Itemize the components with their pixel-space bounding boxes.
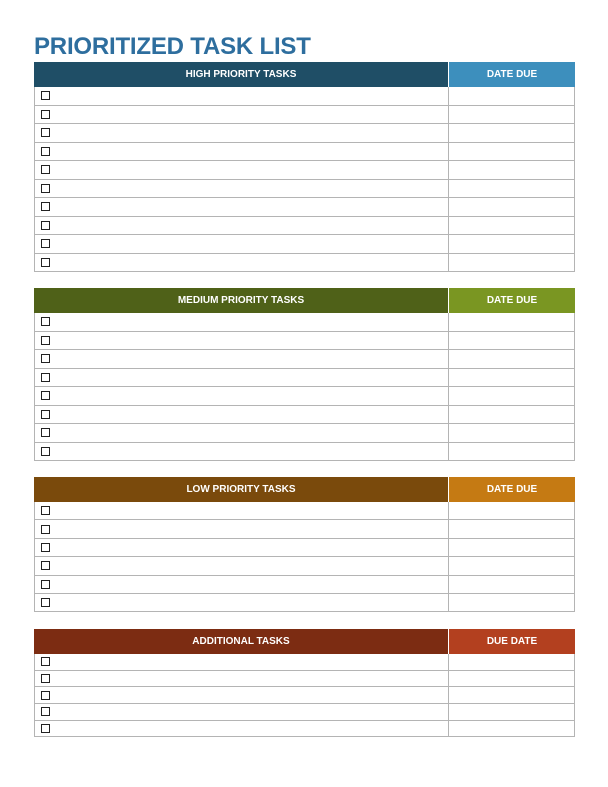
task-cell[interactable] xyxy=(35,654,449,670)
table-row xyxy=(35,235,574,254)
table-row xyxy=(35,143,574,162)
task-cell[interactable] xyxy=(35,87,449,105)
table-row xyxy=(35,87,574,106)
date-due-cell[interactable] xyxy=(449,369,574,387)
task-cell[interactable] xyxy=(35,235,449,253)
task-checkbox[interactable] xyxy=(41,580,50,589)
task-checkbox[interactable] xyxy=(41,202,50,211)
task-cell[interactable] xyxy=(35,539,449,556)
task-checkbox[interactable] xyxy=(41,336,50,345)
table-row xyxy=(35,424,574,443)
task-checkbox[interactable] xyxy=(41,657,50,666)
date-column-header: DATE DUE xyxy=(449,477,575,502)
date-due-cell[interactable] xyxy=(449,313,574,331)
section-header xyxy=(34,288,575,313)
task-checkbox[interactable] xyxy=(41,561,50,570)
table-row xyxy=(35,721,574,738)
task-checkbox[interactable] xyxy=(41,428,50,437)
date-due-cell[interactable] xyxy=(449,406,574,424)
date-due-cell[interactable] xyxy=(449,502,574,519)
task-column-header: MEDIUM PRIORITY TASKS xyxy=(34,288,449,313)
date-due-cell[interactable] xyxy=(449,106,574,124)
table-row xyxy=(35,254,574,273)
table-row xyxy=(35,332,574,351)
section-header xyxy=(34,629,575,654)
date-due-cell[interactable] xyxy=(449,576,574,593)
additional-tasks-section xyxy=(34,629,575,737)
table-row xyxy=(35,594,574,612)
task-cell[interactable] xyxy=(35,687,449,703)
task-cell[interactable] xyxy=(35,502,449,519)
date-due-cell[interactable] xyxy=(449,217,574,235)
date-due-cell[interactable] xyxy=(449,180,574,198)
date-due-cell[interactable] xyxy=(449,520,574,537)
task-cell[interactable] xyxy=(35,704,449,720)
table-row xyxy=(35,313,574,332)
table-row xyxy=(35,671,574,688)
task-cell[interactable] xyxy=(35,369,449,387)
date-due-cell[interactable] xyxy=(449,687,574,703)
task-cell[interactable] xyxy=(35,721,449,737)
task-cell[interactable] xyxy=(35,332,449,350)
table-row xyxy=(35,369,574,388)
section-header xyxy=(34,477,575,502)
section-header xyxy=(34,62,575,87)
date-due-cell[interactable] xyxy=(449,704,574,720)
table-row xyxy=(35,106,574,125)
date-due-cell[interactable] xyxy=(449,350,574,368)
date-due-cell[interactable] xyxy=(449,143,574,161)
date-due-cell[interactable] xyxy=(449,557,574,574)
medium-priority-section xyxy=(34,288,575,461)
task-column-header: HIGH PRIORITY TASKS xyxy=(34,62,449,87)
task-checkbox[interactable] xyxy=(41,184,50,193)
task-cell[interactable] xyxy=(35,387,449,405)
task-checkbox[interactable] xyxy=(41,707,50,716)
low-priority-section xyxy=(34,477,575,612)
date-due-cell[interactable] xyxy=(449,332,574,350)
table-row xyxy=(35,350,574,369)
task-cell[interactable] xyxy=(35,520,449,537)
table-row xyxy=(35,704,574,721)
date-due-cell[interactable] xyxy=(449,87,574,105)
task-cell[interactable] xyxy=(35,106,449,124)
date-column-header: DATE DUE xyxy=(449,62,575,87)
date-due-cell[interactable] xyxy=(449,198,574,216)
task-column-header: LOW PRIORITY TASKS xyxy=(34,477,449,502)
task-rows xyxy=(34,654,575,737)
task-cell[interactable] xyxy=(35,161,449,179)
table-row xyxy=(35,124,574,143)
task-cell[interactable] xyxy=(35,198,449,216)
task-rows xyxy=(34,502,575,612)
table-row xyxy=(35,406,574,425)
date-due-cell[interactable] xyxy=(449,235,574,253)
table-row xyxy=(35,539,574,557)
task-checkbox[interactable] xyxy=(41,147,50,156)
date-column-header: DATE DUE xyxy=(449,288,575,313)
date-column-header: DUE DATE xyxy=(449,629,575,654)
high-priority-section xyxy=(34,62,575,272)
task-checkbox[interactable] xyxy=(41,221,50,230)
date-due-cell[interactable] xyxy=(449,539,574,556)
task-checkbox[interactable] xyxy=(41,506,50,515)
table-row xyxy=(35,198,574,217)
table-row xyxy=(35,557,574,575)
task-cell[interactable] xyxy=(35,557,449,574)
table-row xyxy=(35,576,574,594)
date-due-cell[interactable] xyxy=(449,654,574,670)
task-cell[interactable] xyxy=(35,143,449,161)
task-cell[interactable] xyxy=(35,406,449,424)
date-due-cell[interactable] xyxy=(449,161,574,179)
task-cell[interactable] xyxy=(35,180,449,198)
table-row xyxy=(35,443,574,462)
task-checkbox[interactable] xyxy=(41,410,50,419)
task-checkbox[interactable] xyxy=(41,674,50,683)
date-due-cell[interactable] xyxy=(449,254,574,272)
task-checkbox[interactable] xyxy=(41,128,50,137)
task-column-header: ADDITIONAL TASKS xyxy=(34,629,449,654)
date-due-cell[interactable] xyxy=(449,124,574,142)
page-title: PRIORITIZED TASK LIST xyxy=(34,33,311,60)
task-checkbox[interactable] xyxy=(41,91,50,100)
task-cell[interactable] xyxy=(35,671,449,687)
date-due-cell[interactable] xyxy=(449,721,574,737)
task-checkbox[interactable] xyxy=(41,598,50,607)
date-due-cell[interactable] xyxy=(449,671,574,687)
task-checkbox[interactable] xyxy=(41,525,50,534)
task-cell[interactable] xyxy=(35,594,449,611)
task-cell[interactable] xyxy=(35,443,449,461)
task-cell[interactable] xyxy=(35,424,449,442)
task-rows xyxy=(34,87,575,272)
table-row xyxy=(35,502,574,520)
table-row xyxy=(35,161,574,180)
task-cell[interactable] xyxy=(35,313,449,331)
task-checkbox[interactable] xyxy=(41,724,50,733)
task-cell[interactable] xyxy=(35,217,449,235)
task-cell[interactable] xyxy=(35,350,449,368)
table-row xyxy=(35,387,574,406)
date-due-cell[interactable] xyxy=(449,594,574,611)
task-checkbox[interactable] xyxy=(41,447,50,456)
date-due-cell[interactable] xyxy=(449,424,574,442)
task-rows xyxy=(34,313,575,461)
task-checkbox[interactable] xyxy=(41,373,50,382)
table-row xyxy=(35,217,574,236)
task-checkbox[interactable] xyxy=(41,110,50,119)
task-checkbox[interactable] xyxy=(41,691,50,700)
task-checkbox[interactable] xyxy=(41,165,50,174)
task-checkbox[interactable] xyxy=(41,239,50,248)
table-row xyxy=(35,520,574,538)
table-row xyxy=(35,654,574,671)
task-checkbox[interactable] xyxy=(41,317,50,326)
table-row xyxy=(35,180,574,199)
date-due-cell[interactable] xyxy=(449,387,574,405)
table-row xyxy=(35,687,574,704)
task-checkbox[interactable] xyxy=(41,354,50,363)
task-cell[interactable] xyxy=(35,124,449,142)
task-checkbox[interactable] xyxy=(41,258,50,267)
task-cell[interactable] xyxy=(35,576,449,593)
date-due-cell[interactable] xyxy=(449,443,574,461)
task-checkbox[interactable] xyxy=(41,543,50,552)
task-cell[interactable] xyxy=(35,254,449,272)
task-checkbox[interactable] xyxy=(41,391,50,400)
